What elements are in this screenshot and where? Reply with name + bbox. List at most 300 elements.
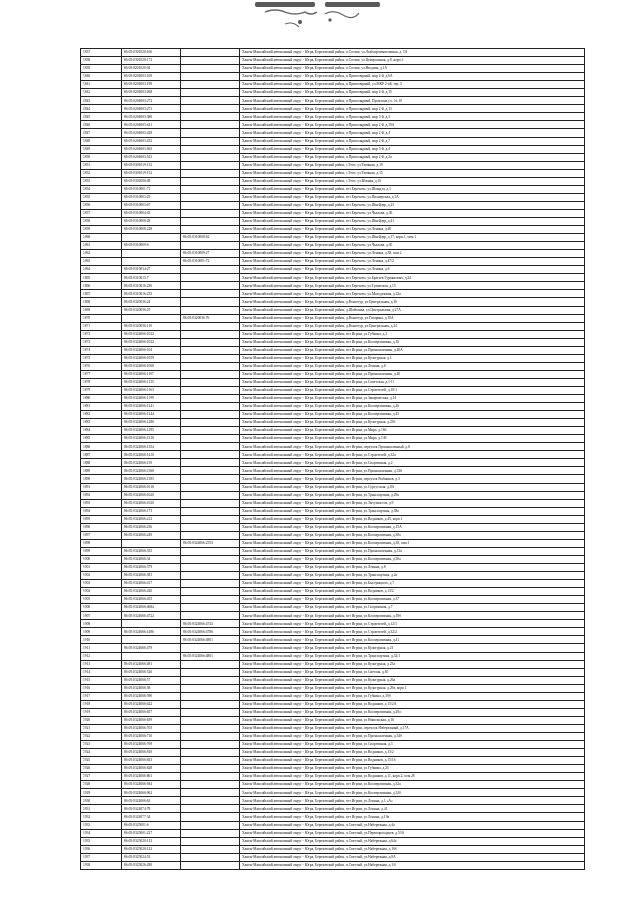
cadastral-number-room (181, 113, 240, 121)
cadastral-number-room (181, 209, 240, 217)
table-row (81, 73, 585, 81)
table-row (81, 708, 585, 716)
row-number: 1868 (81, 298, 122, 306)
cadastral-number-room (181, 403, 240, 411)
address: Ханты-Мансийский автономный округ - Югра, Березовский район, пгт Игрим, ул.Культурная, д.26а (240, 676, 585, 684)
address: Ханты-Мансийский автономный округ - Югра, Березовский район, пгт Березово, ул.Братьев Гурьяновых, д.24 (240, 274, 585, 282)
row-number: 1867 (81, 290, 122, 298)
table-row (81, 177, 585, 185)
table-row (81, 137, 585, 145)
cadastral-number: 86:05:0325024:53 (122, 853, 181, 861)
row-number: 1871 (81, 322, 122, 330)
cadastral-number: 86:05:0324066:417 (122, 580, 181, 588)
cadastral-number: 86:05:0324066:57 (122, 676, 181, 684)
row-number: 1936 (81, 845, 122, 853)
table-row (81, 483, 585, 491)
table-row (81, 113, 585, 121)
row-number: 1873 (81, 338, 122, 346)
table-row (81, 185, 585, 193)
table-row (81, 129, 585, 137)
cadastral-number-room (181, 57, 240, 65)
table-row (81, 523, 585, 531)
table-row (81, 306, 585, 314)
row-number: 1918 (81, 700, 122, 708)
table-row (81, 499, 585, 507)
cadastral-number-room: 86:05:0324066:4801 (181, 652, 240, 660)
cadastral-number-room (181, 765, 240, 773)
cadastral-number: 86:05:0324066:962 (122, 789, 181, 797)
cadastral-number: 86:05:0324066:1135 (122, 378, 181, 386)
cadastral-number-room (181, 684, 240, 692)
cadastral-number: 86:05:0324066:34 (122, 555, 181, 563)
row-number: 1848 (81, 137, 122, 145)
cadastral-number-room (181, 741, 240, 749)
row-number: 1887 (81, 451, 122, 459)
table-row (81, 395, 585, 403)
cadastral-number-room (181, 555, 240, 563)
address: Ханты-Мансийский автономный округ - Югра, Березовский район, с.Теги, ул.Таежная, д.19 (240, 161, 585, 169)
cadastral-number-room: 86:05:0310008:62 (181, 234, 240, 242)
document-header-stamp (0, 0, 640, 46)
address: Ханты-Мансийский автономный округ - Югра, Березовский район, пгт Игрим, ул.Промышленная, д.34б (240, 732, 585, 740)
row-number: 1914 (81, 668, 122, 676)
table-row (81, 596, 585, 604)
cadastral-number-room (181, 837, 240, 845)
cadastral-number: 86:05:0324066:1616 (122, 483, 181, 491)
row-number: 1933 (81, 821, 122, 829)
row-number: 1932 (81, 813, 122, 821)
row-number: 1931 (81, 805, 122, 813)
table-row (81, 789, 585, 797)
cadastral-number: 86:05:0324066:212 (122, 515, 181, 523)
cadastral-number-room (181, 644, 240, 652)
cadastral-number-room (181, 49, 240, 57)
table-row (81, 515, 585, 523)
row-number: 1915 (81, 676, 122, 684)
row-number: 1870 (81, 314, 122, 322)
table-row (81, 258, 585, 266)
table-row (81, 564, 585, 572)
cadastral-number: 86:05:0324066:1620 (122, 491, 181, 499)
address: Ханты-Мансийский автономный округ - Югра, Березовский район, пгт Игрим, ул.Спортивная, д.2 (240, 459, 585, 467)
cadastral-number-room (181, 813, 240, 821)
address: Ханты-Мансийский автономный округ - Югра, Березовский район, пгт Игрим, переулок Промышленный, д.8 (240, 443, 585, 451)
cadastral-number-room (181, 419, 240, 427)
address: Ханты-Мансийский автономный округ - Югра, Березовский район, пгт Игрим, ул.Водников, д.11, корп.2, пом.28 (240, 773, 585, 781)
cadastral-number: 86:05:0324066:710 (122, 732, 181, 740)
address: Ханты-Мансийский автономный округ - Югра, Березовский район, пгт Игрим, ул.Кооперативная, д.32б (240, 789, 585, 797)
cadastral-number-room (181, 491, 240, 499)
row-number: 1924 (81, 749, 122, 757)
address: Ханты-Мансийский автономный округ - Югра, Березовский район, пгт Березово, ул.Шнейдер, д.23 (240, 201, 585, 209)
address: Ханты-Мансийский автономный округ - Югра, Березовский район, пгт Игрим, ул.Промышленная, д.31а (240, 547, 585, 555)
table-row (81, 226, 585, 234)
table-row (81, 242, 585, 250)
address: Ханты-Мансийский автономный округ - Югра, Березовский район, пгт Игрим, ул.Транспортная, д.32/1 (240, 652, 585, 660)
cadastral-number: 86:05:0310016:233 (122, 290, 181, 298)
cadastral-number-room (181, 266, 240, 274)
cadastral-number-room (181, 757, 240, 765)
table-row (81, 813, 585, 821)
cadastral-number-room (181, 805, 240, 813)
cadastral-number-room (181, 242, 240, 250)
row-number: 1850 (81, 153, 122, 161)
address: Ханты-Мансийский автономный округ - Югра, Березовский район, д.Шайтанка, ул.Центральная, д.27А (240, 306, 585, 314)
address: Ханты-Мансийский автономный округ - Югра, Березовский район, п.Сосьва, ул.Центральная, д.8, корп.1 (240, 57, 585, 65)
table-row (81, 97, 585, 105)
address: Ханты-Мансийский автономный округ - Югра, Березовский район, пгт Березово, ул.Ленина, д.38, пом.2 (240, 250, 585, 258)
cadastral-number-room (181, 483, 240, 491)
row-number: 1905 (81, 596, 122, 604)
cadastral-number-room (181, 129, 240, 137)
address: Ханты-Мансийский автономный округ - Югра, Березовский район, пгт Игрим, ул.Строителей, д.32/2 (240, 628, 585, 636)
table-row (81, 853, 585, 861)
table-row (81, 250, 585, 258)
row-number: 1862 (81, 250, 122, 258)
table-row (81, 217, 585, 225)
cadastral-number-room (181, 708, 240, 716)
address: Ханты-Мансийский автономный округ - Югра, Березовский район, п.Светлый, ул.Набережная, д.8А (240, 853, 585, 861)
table-row (81, 700, 585, 708)
row-number: 1923 (81, 741, 122, 749)
cadastral-number: 86:05:0324066:823 (122, 757, 181, 765)
cadastral-number: 86:05:0324066:526 (122, 668, 181, 676)
cadastral-number-room (181, 515, 240, 523)
cadastral-number-room (181, 97, 240, 105)
address: Ханты-Мансийский автономный округ - Югра, Березовский район, пгт Игрим, ул.Культурная, д.23а (240, 660, 585, 668)
cadastral-number: 86:05:0324066:58 (122, 684, 181, 692)
cadastral-number: 86:05:0302006:48 (122, 177, 181, 185)
cadastral-number (122, 652, 181, 660)
row-number: 1882 (81, 411, 122, 419)
table-row (81, 861, 585, 869)
row-number: 1934 (81, 829, 122, 837)
address: Ханты-Мансийский автономный округ - Югра, Березовский район, с.Теги, ул.Таежная, д.15 (240, 169, 585, 177)
address: Ханты-Мансийский автономный округ - Югра, Березовский район, пгт Игрим, ул.Водников, д.13/2 (240, 749, 585, 757)
cadastral-number-room (181, 65, 240, 73)
row-number: 1874 (81, 346, 122, 354)
cadastral-number-room (181, 700, 240, 708)
cadastral-number: 86:05:0324077:34 (122, 813, 181, 821)
cadastral-number: 86:05:0325001:227 (122, 829, 181, 837)
cadastral-number (122, 636, 181, 644)
row-number: 1904 (81, 588, 122, 596)
row-number: 1841 (81, 81, 122, 89)
row-number: 1898 (81, 539, 122, 547)
cadastral-number-room (181, 282, 240, 290)
cadastral-number-room: 86:05:0324066:4743 (181, 620, 240, 628)
cadastral-number: 86:05:0204003:421 (122, 121, 181, 129)
cadastral-number: 86:05:0324066:828 (122, 765, 181, 773)
row-number: 1921 (81, 724, 122, 732)
table-row (81, 57, 585, 65)
table-row (81, 684, 585, 692)
address: Ханты-Мансийский автономный округ - Югра, Березовский район, д.Вонзетур, ул.Центральная, д.36 (240, 298, 585, 306)
row-number: 1886 (81, 443, 122, 451)
cadastral-number: 86:05:0310008:228 (122, 226, 181, 234)
row-number: 1837 (81, 49, 122, 57)
cadastral-number: 86:05:0324066:1241 (122, 403, 181, 411)
cadastral-number-room (181, 161, 240, 169)
cadastral-number: 86:05:0324066:1068 (122, 362, 181, 370)
cadastral-number: 86:05:0310034:27 (122, 266, 181, 274)
address: Ханты-Мансийский автономный округ - Югра, Березовский район, пгт Игрим, ул.Губкина, д.25 (240, 765, 585, 773)
cadastral-number-room (181, 523, 240, 531)
cadastral-number-room (181, 73, 240, 81)
cadastral-number-room (181, 789, 240, 797)
table-row (81, 507, 585, 515)
table-row (81, 555, 585, 563)
cadastral-number: 86:05:0324066:1059 (122, 354, 181, 362)
cadastral-number-room (181, 604, 240, 612)
address: Ханты-Мансийский автономный округ - Югра, Березовский район, пгт Игрим, ул.Кооперативная, д.29а (240, 708, 585, 716)
cadastral-number-room (181, 716, 240, 724)
address: Ханты-Мансийский автономный округ - Югра, Березовский район, д.Вонзетур, ул.Гагарина, д.10А (240, 314, 585, 322)
table-row (81, 298, 585, 306)
cadastral-number-room (181, 451, 240, 459)
cadastral-number: 86:05:0204003:272 (122, 97, 181, 105)
row-number: 1876 (81, 362, 122, 370)
cadastral-number: 86:05:0320036:110 (122, 322, 181, 330)
row-number: 1891 (81, 483, 122, 491)
address: Ханты-Мансийский автономный округ - Югра, Березовский район, пгт Игрим, ул.Строителей, д.32а (240, 451, 585, 459)
address: Ханты-Мансийский автономный округ - Югра, Березовский район, пгт Игрим, ул.Ленина, д.19а (240, 813, 585, 821)
cadastral-number: 86:05:0204003:523 (122, 153, 181, 161)
table-row (81, 724, 585, 732)
row-number: 1869 (81, 306, 122, 314)
row-number: 1857 (81, 209, 122, 217)
table-row (81, 201, 585, 209)
cadastral-number: 86:05:0204003:432 (122, 137, 181, 145)
address: Ханты-Мансийский автономный округ - Югра, Березовский район, п.Светлый, ул.Набережная, д.64а (240, 837, 585, 845)
address: Ханты-Мансийский автономный округ - Югра, Березовский район, пгт Игрим, ул.Промышленная, д.40А (240, 346, 585, 354)
table-row (81, 676, 585, 684)
cadastral-number (122, 539, 181, 547)
table-row (81, 282, 585, 290)
row-number: 1899 (81, 547, 122, 555)
address: Ханты-Мансийский автономный округ - Югра, Березовский район, п.Приполярный, Промзона ул., № 10 (240, 97, 585, 105)
address: Ханты-Мансийский автономный округ - Югра, Березовский район, пгт Игрим, ул.Сургутская, д.8А (240, 483, 585, 491)
table-row (81, 65, 585, 73)
cadastral-number-room (181, 338, 240, 346)
row-number: 1892 (81, 491, 122, 499)
cadastral-number: 86:05:0310015:7 (122, 274, 181, 282)
address: Ханты-Мансийский автономный округ - Югра, Березовский район, пгт Игрим, ул.Спортивная, д.7 (240, 604, 585, 612)
row-number: 1917 (81, 692, 122, 700)
table-row (81, 716, 585, 724)
cadastral-number-room (181, 137, 240, 145)
cadastral-number-room (181, 290, 240, 298)
row-number: 1843 (81, 97, 122, 105)
row-number: 1908 (81, 620, 122, 628)
cadastral-number: 86:05:0324066:381 (122, 572, 181, 580)
cadastral-number-room (181, 580, 240, 588)
row-number: 1922 (81, 732, 122, 740)
table-row (81, 652, 585, 660)
cadastral-number-room (181, 781, 240, 789)
cadastral-number-room (181, 596, 240, 604)
cadastral-number (122, 234, 181, 242)
row-number: 1878 (81, 378, 122, 386)
address: Ханты-Мансийский автономный округ - Югра, Березовский район, п.Приполярный, ул.МКР 2-ой, тер. 5 (240, 81, 585, 89)
cadastral-table (80, 48, 585, 870)
row-number: 1903 (81, 580, 122, 588)
table-row (81, 403, 585, 411)
row-number: 1937 (81, 853, 122, 861)
address: Ханты-Мансийский автономный округ - Югра, Березовский район, пгт Игрим, ул.Кооперативная, д.15А (240, 523, 585, 531)
cadastral-number-room (181, 861, 240, 869)
cadastral-number-room (181, 427, 240, 435)
cadastral-number: 86:05:0204003:380 (122, 113, 181, 121)
cadastral-number: 86:05:0324066:1295 (122, 427, 181, 435)
cadastral-number-room (181, 507, 240, 515)
cadastral-number: 86:05:0301019:132 (122, 161, 181, 169)
cadastral-number-room (181, 821, 240, 829)
row-number: 1896 (81, 523, 122, 531)
address: Ханты-Мансийский автономный округ - Югра, Березовский район, пгт Игрим, ул.Ленина, д.8 (240, 362, 585, 370)
row-number: 1909 (81, 628, 122, 636)
address: Ханты-Мансийский автономный округ - Югра, Березовский район, п.Приполярный, мкр 2-й, д.15 (240, 89, 585, 97)
cadastral-number-room: 86:05:0324066:2553 (181, 539, 240, 547)
table-row (81, 845, 585, 853)
address: Ханты-Мансийский автономный округ - Югра, Березовский район, пгт Игрим, ул.Никольская, д.16 (240, 716, 585, 724)
cadastral-number-room (181, 354, 240, 362)
cadastral-number: 86:05:0324066:4684 (122, 604, 181, 612)
cadastral-number: 86:05:0310001:71 (122, 185, 181, 193)
row-number: 1877 (81, 370, 122, 378)
cadastral-number: 86:05:0324066:1022 (122, 330, 181, 338)
table-row (81, 692, 585, 700)
cadastral-number (122, 258, 181, 266)
cadastral-number-room (181, 829, 240, 837)
address: Ханты-Мансийский автономный округ - Югра, Березовский район, пгт Игрим, ул.Водников, д.15/16 (240, 757, 585, 765)
row-number: 1856 (81, 201, 122, 209)
cadastral-number-room (181, 572, 240, 580)
table-row (81, 370, 585, 378)
address: Ханты-Мансийский автономный округ - Югра, Березовский район, пгт Игрим, ул.Транспортная, д.2а (240, 572, 585, 580)
cadastral-number-room (181, 370, 240, 378)
table-row (81, 49, 585, 57)
cadastral-number: 86:05:0324066:1199 (122, 395, 181, 403)
address: Ханты-Мансийский автономный округ - Югра, Березовский район, пгт Игрим, ул.Светлая, д.65 (240, 668, 585, 676)
cadastral-number-room: 86:05:0324066:4801 (181, 636, 240, 644)
row-number: 1889 (81, 467, 122, 475)
table-row (81, 765, 585, 773)
cadastral-number: 86:05:0324066:159 (122, 459, 181, 467)
address: Ханты-Мансийский автономный округ - Югра, Березовский район, пгт Березово, ул.Ленина, д.40 (240, 226, 585, 234)
address: Ханты-Мансийский автономный округ - Югра, Березовский район, пгт Игрим, ул.Быстрицкого, д.7 (240, 580, 585, 588)
row-number: 1920 (81, 716, 122, 724)
table-row (81, 531, 585, 539)
address: Ханты-Мансийский автономный округ - Югра, Березовский район, пгт Игрим, ул.Спортивная, д.3 (240, 741, 585, 749)
address: Ханты-Мансийский автономный округ - Югра, Березовский район, пгт Игрим, ул.Мира, д.14б (240, 435, 585, 443)
address: Ханты-Мансийский автономный округ - Югра, Березовский район, пгт Березово, ул.Ленина, д.6 (240, 266, 585, 274)
row-number: 1897 (81, 531, 122, 539)
address: Ханты-Мансийский автономный округ - Югра, Березовский район, пгт Игрим, переулок Набережный, д.17А (240, 724, 585, 732)
cadastral-number: 86:05:0324066:944 (122, 781, 181, 789)
address: Ханты-Мансийский автономный округ - Югра, Березовский район, пгт Березово, ул.Тулинская, д.15 (240, 282, 585, 290)
address: Ханты-Мансийский автономный округ - Югра, Березовский район, пгт Игрим, ул.Кооперативная, д.32а (240, 781, 585, 789)
address: Ханты-Мансийский автономный округ - Югра, Березовский район, пгт Игрим, ул.Кооперативная, д.37 (240, 596, 585, 604)
address: Ханты-Мансийский автономный округ - Югра, Березовский район, пгт Березово, ул.Чкалова, д.30 (240, 242, 585, 250)
cadastral-number-room (181, 564, 240, 572)
cadastral-number-room (181, 395, 240, 403)
address: Ханты-Мансийский автономный округ - Югра, Березовский район, п.Светлый, ул.Набережная, д.1/б (240, 861, 585, 869)
table-row (81, 539, 585, 547)
cadastral-number-room (181, 612, 240, 620)
table-row (81, 829, 585, 837)
cadastral-number (122, 314, 181, 322)
cadastral-number: 86:05:0310003:25 (122, 193, 181, 201)
cadastral-number: 86:05:0310008:28 (122, 217, 181, 225)
cadastral-number-room (181, 467, 240, 475)
cadastral-number-room: 86:05:0310001:72 (181, 258, 240, 266)
table-row (81, 572, 585, 580)
cadastral-number: 86:05:0324066:455 (122, 596, 181, 604)
cadastral-number: 86:05:0324066:705 (122, 724, 181, 732)
cadastral-number: 86:05:0325026:280 (122, 861, 181, 869)
row-number: 1880 (81, 395, 122, 403)
address: Ханты-Мансийский автономный округ - Югра, Березовский район, п.Светлый, ул.Набережная, д.16б (240, 845, 585, 853)
table-row (81, 411, 585, 419)
address: Ханты-Мансийский автономный округ - Югра, Березовский район, пгт Березово, ул.Шмидта, д.1 (240, 185, 585, 193)
address: Ханты-Мансийский автономный округ - Югра, Березовский район, пгт Игрим, переулок Рыбников, д.3 (240, 475, 585, 483)
address: Ханты-Мансийский автономный округ - Югра, Березовский район, п.Светлый, ул.Набережная, д.4а (240, 821, 585, 829)
row-number: 1884 (81, 427, 122, 435)
cadastral-number: 86:05:0204003:465 (122, 145, 181, 153)
cadastral-number: 86:05:0325020:123 (122, 837, 181, 845)
cadastral-number-room (181, 676, 240, 684)
address: Ханты-Мансийский автономный округ - Югра, Березовский район, пгт Игрим, ул.Кооперативная, д.39б (240, 612, 585, 620)
cadastral-number: 86:05:0324066:810 (122, 749, 181, 757)
cadastral-number: 86:05:0324066:1310 (122, 435, 181, 443)
address: Ханты-Мансийский автономный округ - Югра, Березовский район, пгт Игрим, ул.Энтузиастов, д.9 (240, 499, 585, 507)
table-row (81, 427, 585, 435)
row-number: 1838 (81, 57, 122, 65)
cadastral-number: 86:05:0324066:769 (122, 741, 181, 749)
row-number: 1847 (81, 129, 122, 137)
address: Ханты-Мансийский автономный округ - Югра, Березовский район, пгт Игрим, ул.Транспортная, д.38а (240, 507, 585, 515)
table-row (81, 314, 585, 322)
cadastral-number: 86:05:0324066:1286 (122, 419, 181, 427)
cadastral-number: 86:05:0320036:19 (122, 306, 181, 314)
cadastral-number: 86:05:0324066:657 (122, 708, 181, 716)
table-row (81, 612, 585, 620)
table-row (81, 290, 585, 298)
row-number: 1894 (81, 507, 122, 515)
table-row (81, 443, 585, 451)
row-number: 1861 (81, 242, 122, 250)
cadastral-number: 86:05:0310004:43 (122, 209, 181, 217)
cadastral-number-room (181, 773, 240, 781)
row-number: 1853 (81, 177, 122, 185)
cadastral-number-room (181, 105, 240, 113)
row-number: 1907 (81, 612, 122, 620)
row-number: 1855 (81, 193, 122, 201)
table-row (81, 668, 585, 676)
address: Ханты-Мансийский автономный округ - Югра, Березовский район, пгт Игрим, ул.Промышленная, д.336 (240, 467, 585, 475)
row-number: 1902 (81, 572, 122, 580)
row-number: 1913 (81, 660, 122, 668)
row-number: 1929 (81, 789, 122, 797)
table-row (81, 378, 585, 386)
cadastral-number-room (181, 226, 240, 234)
cadastral-number: 86:05:0324066:861 (122, 773, 181, 781)
table-row (81, 588, 585, 596)
address: Ханты-Мансийский автономный округ - Югра, Березовский район, п.Приполярный, мкр 2-й, д.13 (240, 105, 585, 113)
table-row (81, 145, 585, 153)
row-number: 1893 (81, 499, 122, 507)
